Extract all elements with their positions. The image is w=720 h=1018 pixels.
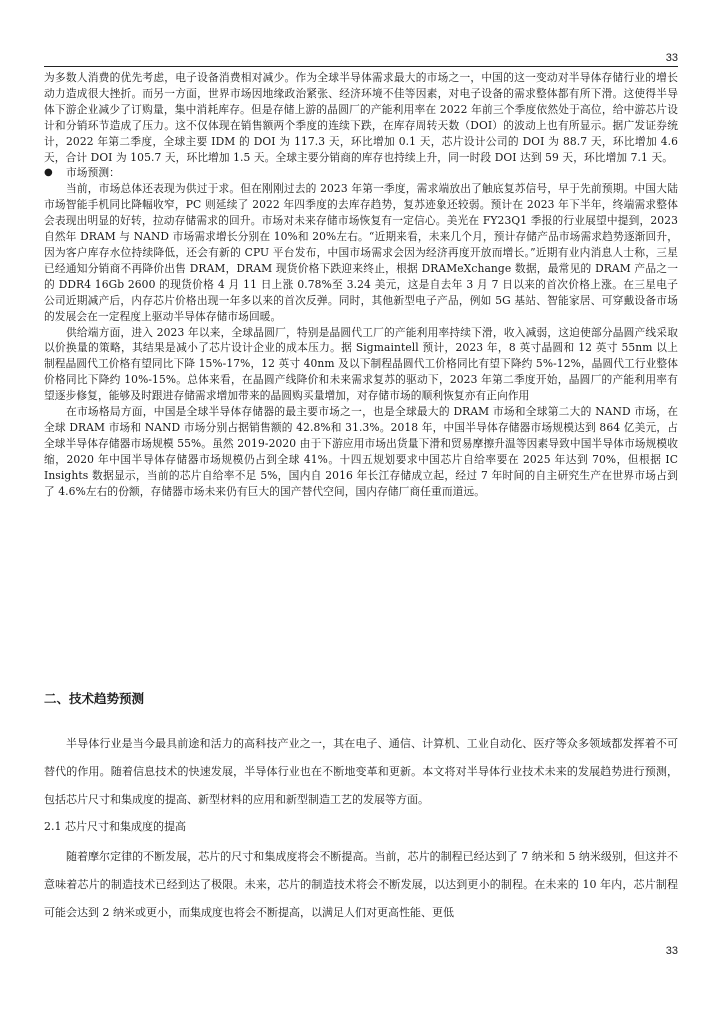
paragraph-landscape: 在市场格局方面，中国是全球半导体存储器的最主要市场之一，也是全球最大的 DRAM 市场和全球第二大的 NAND 市场，在全球 DRAM 市场和 NAND 市场分别占据销售额的 42.8%和 31.3%。2018 年，中国半导体存储器市场规模达到 864 亿美元，占全球半导体存储器市场规模 55%。虽然 2019-2020 由于下游应用市场出货量下滑和贸易摩擦升温等因素导致中国半导体市场规模收缩，2020 年中国半导体存储器市场规模仍占到全球 41%。十四五规划要求中国芯片自给率要在 2025 年达到 70%，但根据 IC Insights 数据显示，当前的芯片自给率不足 5%，国内自 2016 年长江存储成立起，经过 7 年时间的自主研究生产在世界市场占到了 4.6%左右的份额，存储器市场未来仍有巨大的国产替代空间，国内存储厂商任重而道远。 — [44, 405, 678, 498]
section1-body — [44, 70, 678, 499]
bullet-market-forecast — [44, 165, 678, 181]
section2-intro — [44, 730, 678, 814]
paragraph-forecast: 当前，市场总体还表现为供过于求。但在刚刚过去的 2023 年第一季度，需求端放出了触底复苏信号，早于先前预期。中国大陆市场智能手机同比降幅收窄，PC 则延续了 2022 年四季度的去库存趋势，复苏迹象还较弱。预计在 2023 年下半年，终端需求整体会表现出明显的好转，拉动存储需求的回升。市场对未来存储市场恢复有一定信心。美光在 FY23Q1 季报的行业展望中提到，2023 自然年 DRAM 与 NAND 市场需求增长分别在 10%和 20%左右。“近期来看，未来几个月，预计存储产品市场需求趋势逐渐回升，因为客户库存水位持续降低，还会有新的 CPU 平台发布，中国市场需求会因为经济再度开放而增长。”近期有业内消息人士称，三星已经通知分销商不再降价出售 DRAM，DRAM 现货价格下跌迎来终止，根据 DRAMeXchange 数据，最常见的 DRAM 产品之一的 DDR4 16Gb 2600 的现货价格 4 月 11 日上涨 0.78%至 3.24 美元，这是自去年 3 月 7 日以来的首次价格上涨。在三星电子公司近期减产后，内存芯片价格出现一年多以来的首次反弹。同时，其他新型电子产品，例如 5G 基站、智能家居、可穿戴设备市场的发展会在一定程度上驱动半导体存储市场回暖。 — [44, 182, 678, 323]
header-rule — [44, 66, 678, 67]
bullet-dot-icon: ● — [44, 167, 53, 179]
section2-body — [44, 843, 678, 927]
paragraph-supply: 供给端方面，进入 2023 年以来，全球晶圆厂，特别是晶圆代工厂的产能利用率持续下滑，收入减弱，这迫使部分晶圆产线采取以价换量的策略，其结果是减小了芯片设计企业的成本压力。据 Sigmaintell 预计，2023 年，8 英寸晶圆和 12 英寸 55nm 以上制程晶圆代工价格有望同比下降 15%-17%，12 英寸 40nm 及以下制程晶圆代工价格同比有望下降约 5%-12%，晶圆代工行业整体价格同比下降约 10%-15%。总体来看，在晶圆产线降价和未来需求复苏的驱动下，2023 年第二季度开始，晶圆厂的产能利用率有望逐步修复，能够及时跟进存储需求增加带来的晶圆购买量增加，对存储市场的顺利恢复亦有正向作用 — [44, 325, 678, 403]
bullet-label: 市场预测： — [66, 166, 120, 180]
header-page-number: 33 — [665, 52, 678, 64]
paragraph-moore-law: 随着摩尔定律的不断发展，芯片的尺寸和集成度将会不断提高。当前，芯片的制程已经达到了 7 纳米和 5 纳米级别，但这并不意味着芯片的制造技术已经到达了极限。未来，芯片的制造技术将会不断发展，以达到更小的制程。在未来的 10 年内，芯片制程可能会达到 2 纳米或更小，而集成度也将会不断提高，以满足人们对更高性能、更低 — [44, 850, 678, 919]
subsection-heading: 2.1 芯片尺寸和集成度的提高 — [44, 820, 186, 833]
paragraph-tech-overview: 半导体行业是当今最具前途和活力的高科技产业之一，其在电子、通信、计算机、工业自动化、医疗等众多领域都发挥着不可替代的作用。随着信息技术的快速发展，半导体行业也在不断地变革和更新。本文将对半导体行业技术未来的发展趋势进行预测，包括芯片尺寸和集成度的提高、新型材料的应用和新型制造工艺的发展等方面。 — [44, 737, 678, 806]
paragraph-inventory: 为多数人消费的优先考虑，电子设备消费相对减少。作为全球半导体需求最大的市场之一，中国的这一变动对半导体存储行业的增长动力造成很大挫折。而另一方面，世界市场因地缘政治紧张、经济环境不佳等因素，对电子设备的需求整体都有所下滑。这使得半导体下游企业减少了订购量，集中消耗库存。但是存储上游的晶圆厂的产能利用率在 2022 年前三个季度依然处于高位，给中游芯片设计和分销环节造成了压力。这不仅体现在销售额两个季度的连续下跌，在库存周转天数（DOI）的波动上也有所显示。据广发证券统计，2022 年第二季度，全球主要 IDM 的 DOI 为 117.3 天，环比增加 0.1 天，芯片设计公司的 DOI 为 88.7 天，环比增加 4.6 天，合计 DOI 为 105.7 天，环比增加 1.5 天。全球主要分销商的库存也持续上升，同一时段 DOI 达到 59 天，环比增加 7.1 天。 — [44, 71, 678, 164]
footer-page-number: 33 — [665, 945, 678, 957]
section-heading: 二、技术趋势预测 — [44, 691, 145, 706]
